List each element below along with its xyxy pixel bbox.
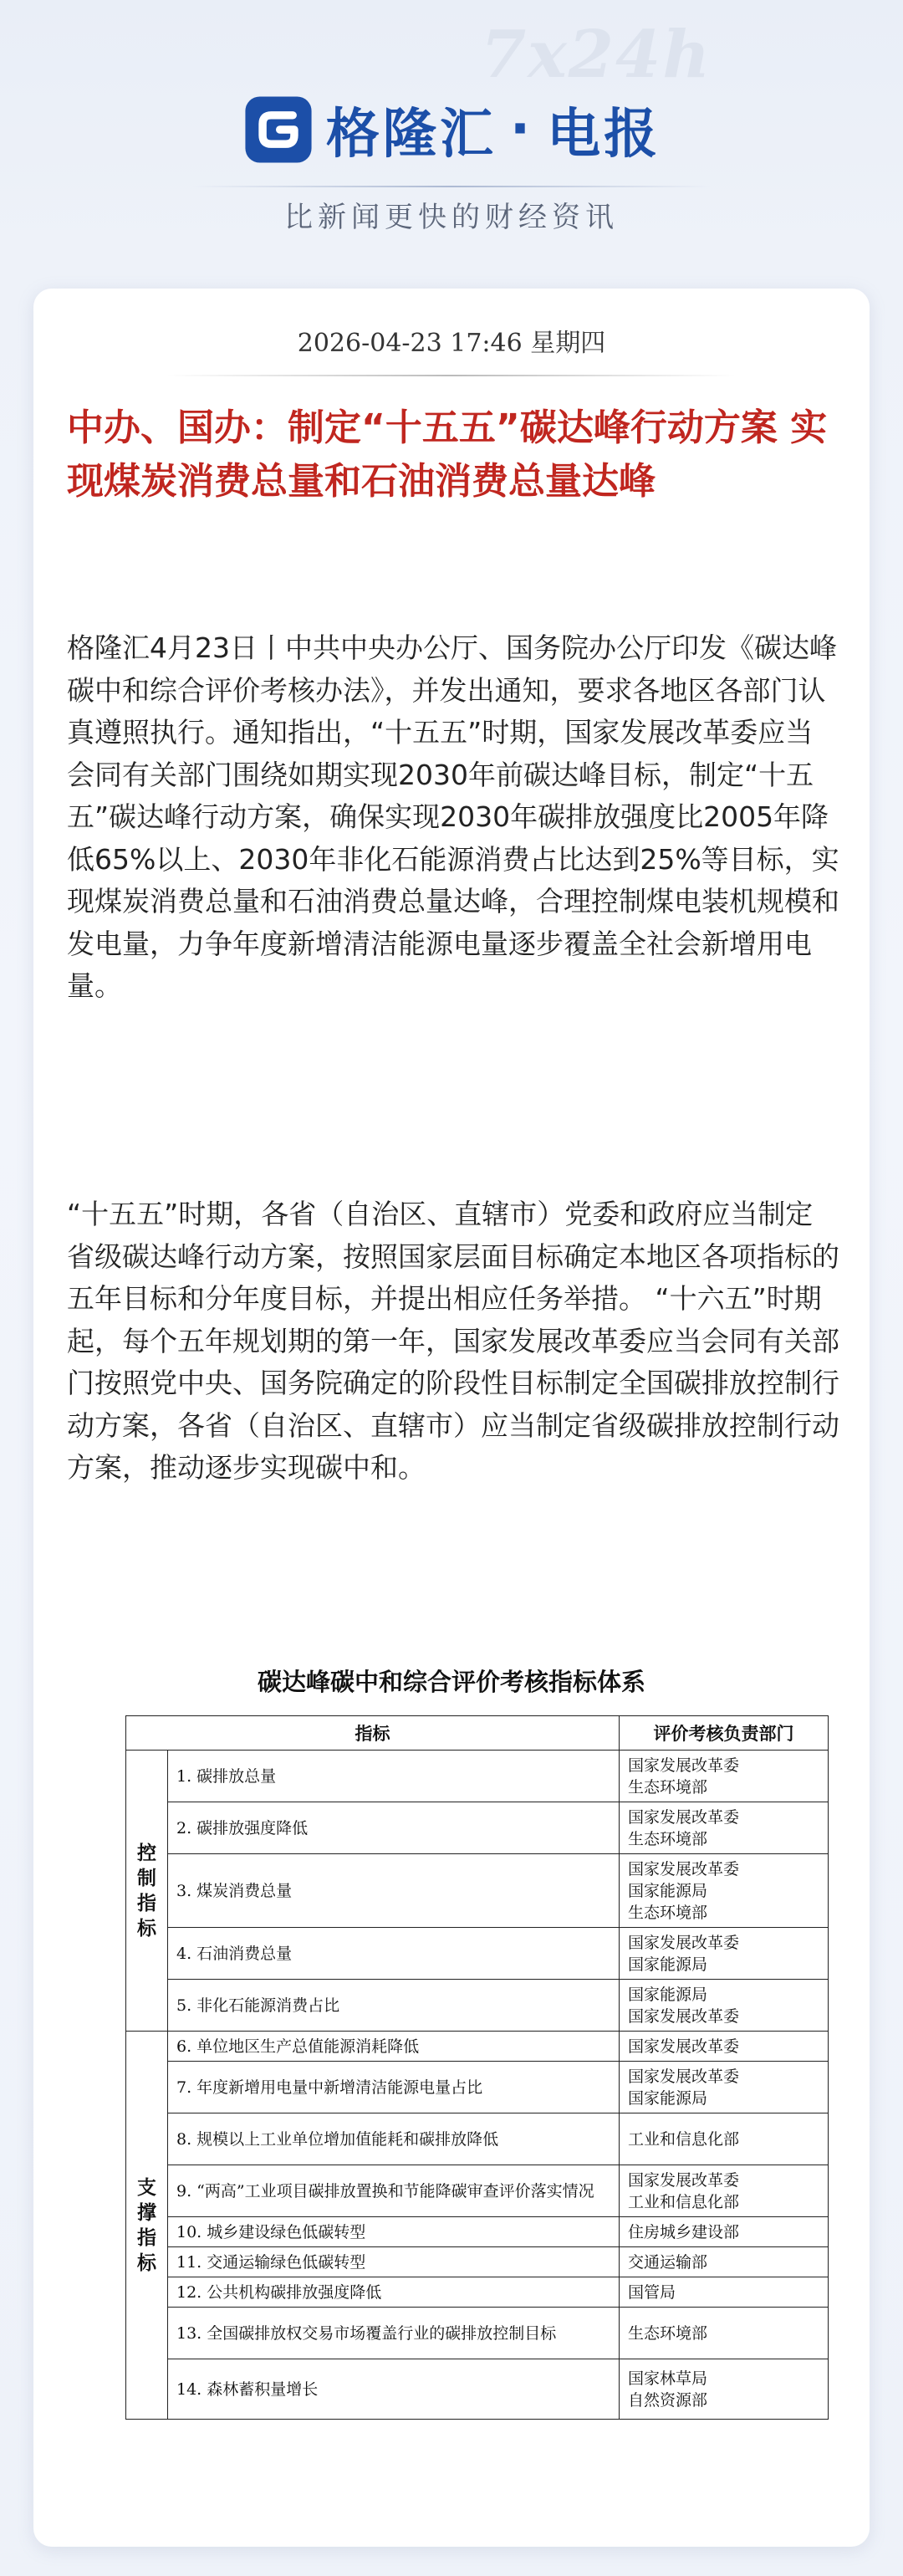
indicator-cell: 13. 全国碳排放权交易市场覆盖行业的碳排放控制目标 [168, 2308, 620, 2359]
brand-name: 格隆汇 [325, 104, 497, 166]
table-row [126, 1980, 829, 2032]
indicator-cell: 1. 碳排放总量 [168, 1751, 620, 1802]
dept-cell: 国家发展改革委 国家能源局 生态环境部 [620, 1854, 829, 1928]
indicator-table [125, 1715, 829, 2420]
news-paragraph-2: “十五五”时期，各省（自治区、直辖市）党委和政府应当制定省级碳达峰行动方案，按照国家层面目标确定本地区各项指标的五年目标和分年度目标，并提出相应任务举措。 “十六五”时期起，每个五年规划期的第一年，国家发展改革委应当会同有关部门按照党中央、国务院确定的阶段性目标制定全国碳排放控制行动方案，各省（自治区、直辖市）应当制定省级碳排放控制行动方案，推动逐步实现碳中和。 [67, 1198, 839, 1484]
table-row [126, 2113, 829, 2165]
indicator-cell: 6. 单位地区生产总值能源消耗降低 [168, 2032, 620, 2062]
table-row [126, 1751, 829, 1802]
header-dept: 评价考核负责部门 [620, 1716, 829, 1751]
table-row [126, 2308, 829, 2359]
table-row [126, 2217, 829, 2247]
table-row [126, 2062, 829, 2113]
dept-cell: 工业和信息化部 [620, 2113, 829, 2165]
news-card [33, 289, 870, 2547]
indicator-cell: 4. 石油消费总量 [168, 1928, 620, 1980]
news-paragraph-1: 格隆汇4月23日丨中共中央办公厅、国务院办公厅印发《碳达峰碳中和综合评价考核办法》，并发出通知，要求各地区各部门认真遵照执行。通知指出，“十五五”时期，国家发展改革委应当会同有关部门围绕如期实现2030年前碳达峰目标，制定“十五五”碳达峰行动方案，确保实现2030年碳排放强度比2005年降低65%以上、2030年非化石能源消费占比达到25%等目标，实现煤炭消费总量和石油消费总量达峰，合理控制煤电装机规模和发电量，力争年度新增清洁能源电量逐步覆盖全社会新增用电量。 [67, 631, 839, 1002]
table-row [126, 1854, 829, 1928]
table-row [126, 2277, 829, 2308]
table-title: 碳达峰碳中和综合评价考核指标体系 [257, 1668, 645, 1696]
indicator-cell: 9. “两高”工业项目碳排放置换和节能降碳审查评价落实情况 [168, 2165, 620, 2217]
dept-cell: 交通运输部 [620, 2247, 829, 2277]
dept-cell: 生态环境部 [620, 2308, 829, 2359]
brand-subtitle: 电报 [547, 104, 661, 166]
dept-cell: 国家发展改革委 [620, 2032, 829, 2062]
tagline-divider [192, 186, 711, 187]
indicator-cell: 12. 公共机构碳排放强度降低 [168, 2277, 620, 2308]
dept-cell: 国管局 [620, 2277, 829, 2308]
table-header-row [126, 1716, 829, 1751]
indicator-cell: 11. 交通运输绿色低碳转型 [168, 2247, 620, 2277]
brand-separator: · [509, 99, 534, 161]
table-row [126, 2247, 829, 2277]
header-indicator: 指标 [126, 1716, 620, 1751]
tagline: 比新闻更快的财经资讯 [284, 201, 619, 234]
dept-cell: 国家林草局 自然资源部 [620, 2359, 829, 2420]
brand-logo-icon [242, 94, 314, 166]
brand-logo [0, 84, 903, 176]
indicator-cell: 8. 规模以上工业单位增加值能耗和碳排放降低 [168, 2113, 620, 2165]
table-row [126, 2359, 829, 2420]
table-row [126, 1802, 829, 1854]
indicator-cell: 5. 非化石能源消费占比 [168, 1980, 620, 2032]
publish-date: 2026-04-23 17:46 星期四 [297, 329, 606, 358]
dept-cell: 国家能源局 国家发展改革委 [620, 1980, 829, 2032]
dept-cell: 国家发展改革委 生态环境部 [620, 1751, 829, 1802]
indicator-cell: 3. 煤炭消费总量 [168, 1854, 620, 1928]
indicator-cell: 14. 森林蓄积量增长 [168, 2359, 620, 2420]
dept-cell: 国家发展改革委 工业和信息化部 [620, 2165, 829, 2217]
category-support: 支撑指标 [126, 2032, 168, 2420]
dept-cell: 国家发展改革委 国家能源局 [620, 1928, 829, 1980]
dept-cell: 国家发展改革委 生态环境部 [620, 1802, 829, 1854]
indicator-cell: 2. 碳排放强度降低 [168, 1802, 620, 1854]
indicator-cell: 7. 年度新增用电量中新增清洁能源电量占比 [168, 2062, 620, 2113]
dept-cell: 住房城乡建设部 [620, 2217, 829, 2247]
indicator-cell: 10. 城乡建设绿色低碳转型 [168, 2217, 620, 2247]
category-control: 控制指标 [126, 1751, 168, 2032]
table-row [126, 2165, 829, 2217]
header [0, 0, 903, 268]
table-row [126, 1928, 829, 1980]
news-title: 中办、国办：制定“十五五”碳达峰行动方案 实现煤炭消费总量和石油消费总量达峰 [67, 406, 828, 503]
dept-cell: 国家发展改革委 国家能源局 [620, 2062, 829, 2113]
watermark-text: 7x24h [481, 17, 712, 93]
date-divider [167, 375, 736, 376]
table-row [126, 2032, 829, 2062]
